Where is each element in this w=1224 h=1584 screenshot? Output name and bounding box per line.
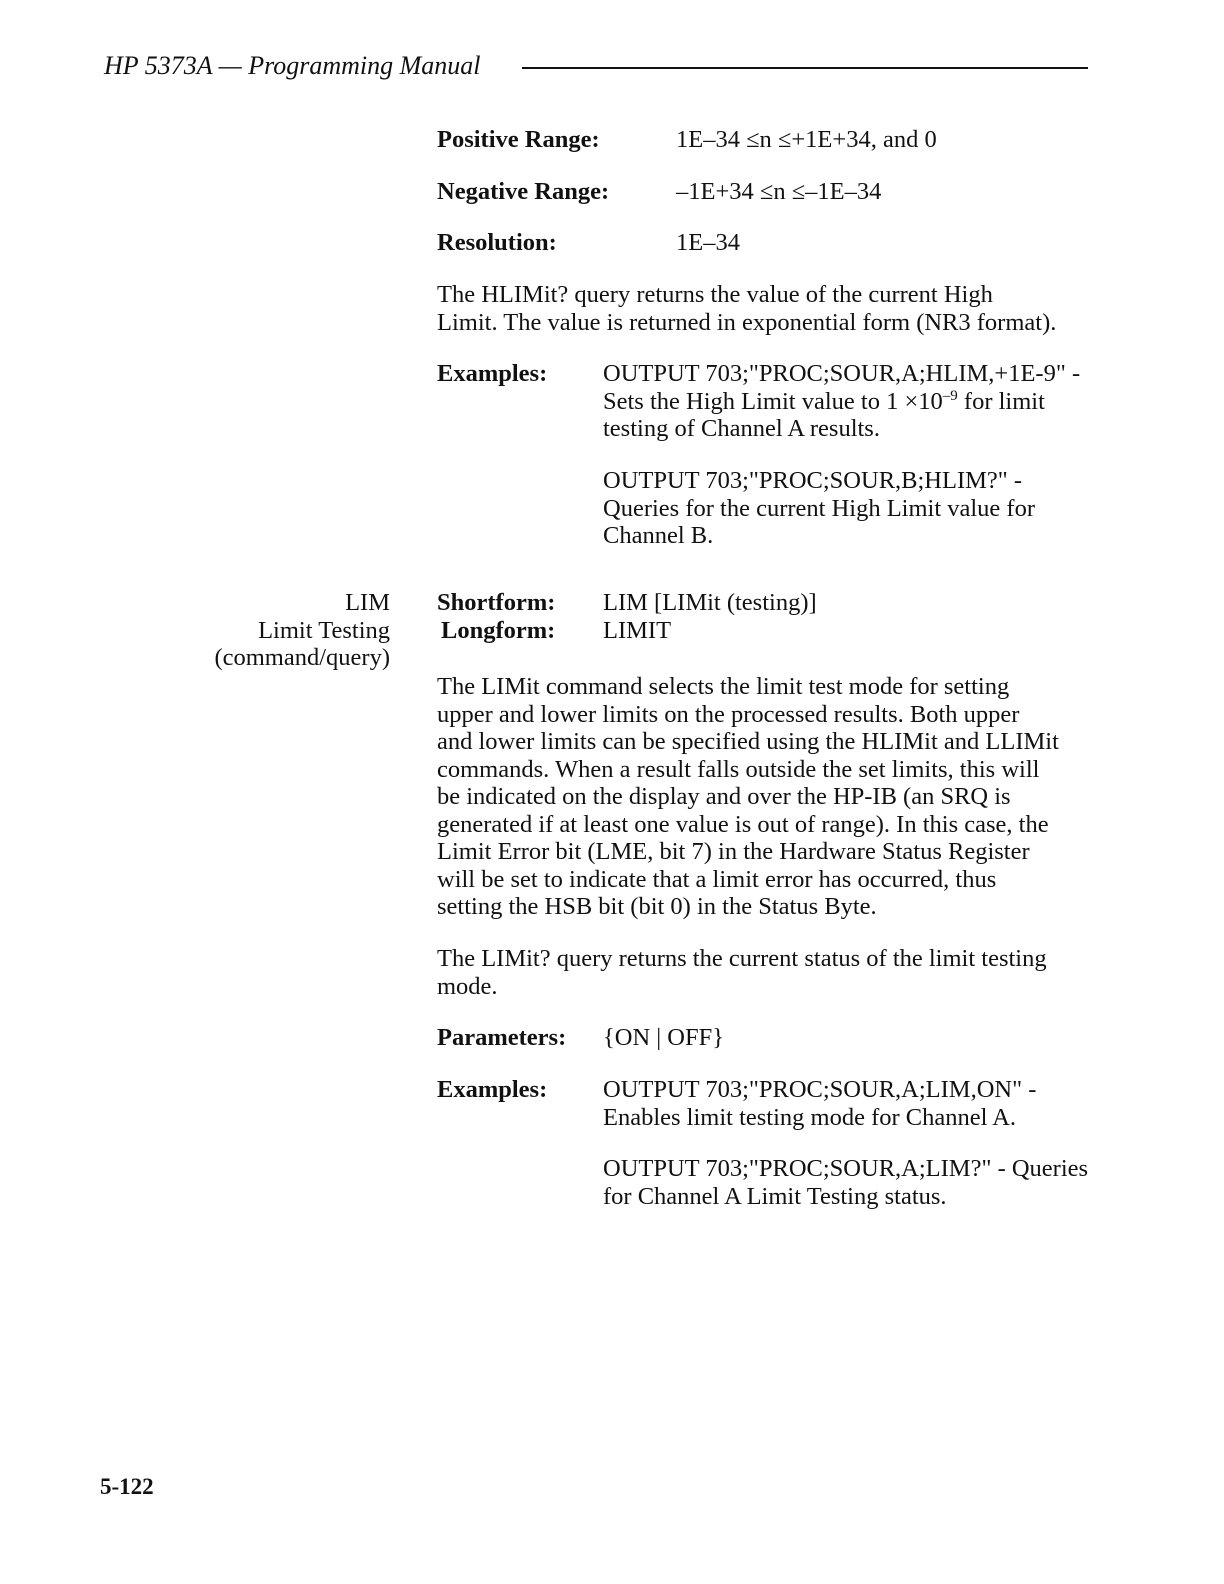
parameters-label: Parameters: bbox=[437, 1024, 567, 1051]
lim-query-line-2: mode. bbox=[437, 972, 498, 1000]
lim-description-line: and lower limits can be specified using the HLIMit and LLIMit bbox=[437, 728, 1059, 755]
hlimit-query-line-2: Limit. The value is returned in exponential form (NR3 format). bbox=[437, 308, 1057, 336]
hlimit-example-1-desc-b: for limit bbox=[957, 387, 1045, 415]
negative-range-label: Negative Range: bbox=[437, 178, 610, 205]
lim-mnemonic: LIM bbox=[345, 589, 390, 616]
positive-range-label: Positive Range: bbox=[437, 126, 600, 153]
lim-example-1-command: OUTPUT 703;"PROC;SOUR,A;LIM,ON" - bbox=[603, 1076, 1037, 1103]
lim-description-line: Limit Error bit (LME, bit 7) in the Hardware Status Register bbox=[437, 838, 1030, 865]
hlimit-query-paragraph bbox=[437, 281, 1097, 336]
lim-example-1 bbox=[603, 1076, 1103, 1131]
lim-side-heading bbox=[214, 589, 390, 672]
running-header bbox=[104, 48, 1088, 84]
lim-description-line: upper and lower limits on the processed results. Both upper bbox=[437, 700, 1020, 728]
lim-description-line: commands. When a result falls outside the set limits, this will bbox=[437, 755, 1040, 783]
lim-name: Limit Testing bbox=[258, 616, 390, 644]
lim-example-2-line-1: OUTPUT 703;"PROC;SOUR,A;LIM?" - Queries bbox=[603, 1155, 1089, 1182]
lim-description-line: will be set to indicate that a limit error has occurred, thus bbox=[437, 865, 997, 893]
lim-query-line-1: The LIMit? query returns the current status of the limit testing bbox=[437, 945, 1047, 972]
lim-type: (command/query) bbox=[214, 644, 390, 671]
lim-description-line: be indicated on the display and over the HP-IB (an SRQ is bbox=[437, 783, 1011, 810]
header-title: HP 5373A — Programming Manual bbox=[104, 51, 481, 80]
lim-query-paragraph bbox=[437, 945, 1097, 1000]
hlimit-example-2-command: OUTPUT 703;"PROC;SOUR,B;HLIM?" - bbox=[603, 467, 1023, 494]
lim-description-line: setting the HSB bit (bit 0) in the Status Byte. bbox=[437, 893, 877, 920]
hlimit-example-2 bbox=[603, 467, 1103, 550]
page-number: 5-122 bbox=[100, 1474, 154, 1499]
negative-range-value: –1E+34 ≤n ≤–1E–34 bbox=[676, 178, 882, 205]
lim-examples-label: Examples: bbox=[437, 1076, 548, 1103]
lim-description-line: The LIMit command selects the limit test mode for setting bbox=[437, 673, 1010, 700]
longform-label: Longform: bbox=[441, 617, 556, 644]
exponent: –9 bbox=[942, 387, 958, 404]
lim-example-2-line-2: for Channel A Limit Testing status. bbox=[603, 1182, 947, 1210]
hlimit-example-1-desc-a: Sets the High Limit value to 1 ×10 bbox=[603, 387, 943, 415]
lim-example-2 bbox=[603, 1155, 1103, 1210]
shortform-label: Shortform: bbox=[437, 589, 556, 616]
lim-description bbox=[437, 673, 1097, 921]
shortform-value: LIM [LIMit (testing)] bbox=[603, 589, 817, 616]
parameters-value: {ON | OFF} bbox=[603, 1024, 725, 1051]
resolution-label: Resolution: bbox=[437, 229, 557, 256]
hlimit-example-1 bbox=[603, 360, 1103, 443]
resolution-value: 1E–34 bbox=[676, 229, 740, 256]
hlimit-example-1-command: OUTPUT 703;"PROC;SOUR,A;HLIM,+1E-9" - bbox=[603, 360, 1081, 387]
hlimit-examples-label: Examples: bbox=[437, 360, 548, 387]
hlimit-query-line-1: The HLIMit? query returns the value of the current High bbox=[437, 281, 993, 308]
hlimit-example-1-desc-c: testing of Channel A results. bbox=[603, 415, 880, 442]
hlimit-example-2-desc-a: Queries for the current High Limit value for bbox=[603, 494, 1036, 522]
hlimit-example-2-desc-b: Channel B. bbox=[603, 522, 714, 549]
header-rule bbox=[522, 67, 1088, 69]
hlimit-example-1-desc bbox=[603, 388, 1103, 416]
positive-range-value: 1E–34 ≤n ≤+1E+34, and 0 bbox=[676, 126, 937, 153]
longform-value: LIMIT bbox=[603, 617, 672, 644]
lim-example-1-desc: Enables limit testing mode for Channel A. bbox=[603, 1103, 1017, 1131]
lim-description-line: generated if at least one value is out of range). In this case, the bbox=[437, 810, 1049, 838]
